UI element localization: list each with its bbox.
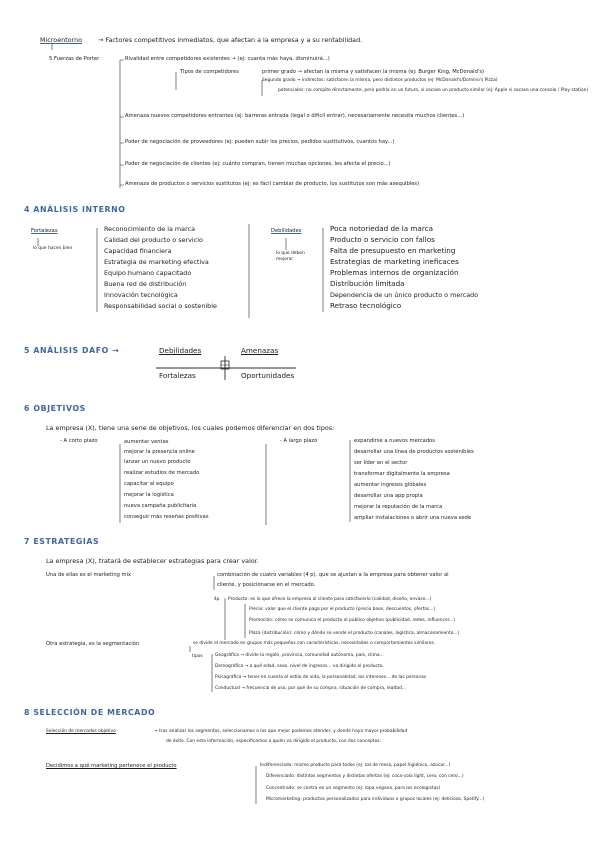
list-item: Poca notoriedad de la marca	[330, 224, 433, 233]
list-item: Problemas internos de organización	[330, 268, 459, 277]
competidor-segundo-grado: Segundo grado → indirectos: satisfacen la misma, pero distintos productos (ej: McDonald's/Domino's Pizza)	[262, 78, 498, 83]
mk-diferenciado: Diferenciado: distintos segmentos y distintas ofertas (ej: coca-cola light, cero, con cero...)	[266, 774, 464, 779]
seleccion-def-2: de éxito. Con esta información, especificamos a quién va dirigido el producto, con dos conceptos.	[166, 739, 381, 744]
microentorno-definition: → Factores competitivos inmediatos, que afectan a la empresa y a su rentabilidad.	[98, 36, 363, 44]
debilidades-note: lo que deben mejorar	[276, 251, 305, 262]
list-item: mejorar la presencia online	[124, 449, 195, 455]
fortalezas-note: lo que hacen bien	[33, 246, 73, 251]
p-precio: Precio: valor que el cliente paga por el producto (precio base, descuentos, ofertas...)	[249, 607, 436, 612]
seg-demografica: Demográfica → a qué edad, sexo, nivel de ingresos... va dirigido el producto.	[215, 664, 384, 669]
seg-psicografica: Psicográfica → tener en cuenta el estilo de vida, la personalidad, los intereses... de las personas	[215, 675, 427, 680]
seg-conductual: Conductual → frecuencia de uso, por qué de su compra, situación de compra, lealtad...	[215, 686, 407, 691]
list-item: aumentar ingresos globales	[354, 482, 427, 488]
segmentacion-def: se divide el mercado en grupos más pequeños con características, necesidades o comportamientos similares.	[193, 641, 436, 646]
porter-poder-proveedores: Poder de negociación de proveedores (ej: pueden subir los precios, pedidos sustitutivos, cuantos hay...)	[125, 139, 395, 145]
list-item: Producto o servicio con fallos	[330, 235, 435, 244]
seleccion-title: 8 SELECCIÓN DE MERCADO	[24, 708, 156, 717]
corto-plazo-label: - A corto plazo	[60, 438, 98, 444]
porter-poder-clientes: Poder de negociación de clientes (ej: cuánto compran, tienen muchas opciones, les afecta el precio...)	[125, 161, 391, 167]
dafo-oportunidades: Oportunidades	[241, 371, 295, 380]
objetivos-intro: La empresa (X), tiene una serie de objetivos, los cuales podemos diferenciar en dos tipos:	[46, 424, 335, 432]
porter-rivalidad: Rivalidad entre competidores existentes → (ej: cuanta más haya, disminuirá...)	[125, 56, 330, 62]
seleccion-label: Selección de mercados objetivo	[46, 729, 116, 734]
list-item: conseguir más reseñas positivas	[124, 514, 209, 520]
tipos-competidores-label: Tipos de competidores	[180, 69, 239, 75]
list-item: Calidad del producto o servicio	[104, 236, 203, 244]
porter-sustitutos: Amenaza de productos o servicios sustitutos (ej: es fácil cambiar de producto, los sustitutos son más asequibles)	[125, 181, 420, 187]
list-item: Estrategia de marketing efectiva	[104, 258, 209, 266]
competidor-potencial: potenciales: no compite directamente, pero podría en un futuro, si sacase un producto similar (ej: Apple si sacase una consola / Play station)	[278, 88, 589, 93]
list-item: Estrategias de marketing ineficaces	[330, 257, 459, 266]
mk-micromarketing: Micromarketing: productos personalizados para individuos o grupos locales (ej: deliciosa, Spotify...)	[266, 797, 485, 802]
list-item: desarrollar una línea de productos sostenibles	[354, 449, 474, 455]
decidimos-label: Decidimos a qué marketing pertenece el producto	[46, 763, 177, 769]
mk-concentrado: Concentrado: se centra en un segmento (ej: ropa vegana, para los ecologistas)	[266, 786, 441, 791]
list-item: realizar estudios de mercado	[124, 470, 200, 476]
marketing-mix-def-1: combinación de cuatro variables (4 p), que se ajustan a la empresa para obtener valor al	[217, 572, 449, 578]
p-plaza: Plaza (distribución): cómo y dónde se vende el producto (canales, logística, almacenamiento...)	[249, 631, 460, 636]
analisis-interno-title: 4 ANÁLISIS INTERNO	[24, 205, 126, 214]
dafo-debilidades: Debilidades	[159, 346, 202, 355]
objetivos-title: 6 OBJETIVOS	[24, 404, 86, 413]
mk-indiferenciado: Indiferenciado: mismo producto para todos (ej: sal de mesa, papel higiénico, azúcar...)	[260, 763, 451, 768]
list-item: ser líder en el sector	[354, 460, 408, 466]
competidor-primer-grado: primer grado → afectan la misma y satisfacen la misma (ej: Burger King, McDonald's)	[262, 69, 485, 75]
list-item: expandirse a nuevos mercados	[354, 438, 435, 444]
estrategias-intro: La empresa (X), tratará de establecer estrategias para crear valor.	[46, 557, 259, 565]
list-item: lanzar un nuevo producto	[124, 459, 191, 465]
list-item: Reconocimiento de la marca	[104, 225, 195, 233]
list-item: Retraso tecnológico	[330, 301, 402, 310]
list-item: Buena red de distribución	[104, 280, 187, 288]
porter-label: 5 Fuerzas de Porter	[49, 56, 100, 62]
marketing-mix-label: Una de ellas es el marketing mix	[46, 572, 132, 578]
seleccion-def-1: → tras analizar los segmentos, seleccionamos a los que mejor podemos atender, y donde haya mayor probabilidad	[154, 729, 408, 734]
list-item: nueva campaña publicitaria	[124, 503, 197, 509]
list-item: capacitar al equipo	[124, 481, 174, 487]
porter-amenaza-entrantes: Amenaza nuevos competidores entrantes (ej: barreras entrada (legal o difícil entrar), necesariamente necesita muchos clientes...)	[125, 113, 465, 119]
list-item: Equipo humano capacitado	[104, 269, 192, 277]
debilidades-label: Debilidades	[271, 228, 302, 234]
list-item: Responsabilidad social o sostenible	[104, 302, 217, 310]
list-item: desarrollar una app propia	[354, 493, 423, 499]
list-item: mejorar la reputación de la marca	[354, 504, 443, 510]
estrategias-title: 7 ESTRATEGIAS	[24, 537, 100, 546]
list-item: Falta de presupuesto en marketing	[330, 246, 456, 255]
microentorno-title: Microentorno	[40, 36, 83, 44]
list-item: Innovación tecnológica	[104, 291, 178, 299]
seg-geografica: Geográfica → divide la región, provincia, comunidad autónoma, país, clima...	[215, 653, 384, 658]
dafo-fortalezas: Fortalezas	[159, 371, 196, 380]
dafo-amenazas: Amenazas	[241, 346, 279, 355]
segmentacion-tipos-label: tipos	[192, 654, 203, 659]
list-item: aumentar ventas	[124, 439, 169, 445]
cuatro-p-label: 4p	[214, 597, 220, 602]
p-producto: Producto: es lo que ofrece la empresa al cliente para satisfacerlo (calidad, diseño, envase...)	[228, 597, 432, 602]
dafo-title: 5 ANÁLISIS DAFO →	[24, 346, 120, 355]
marketing-mix-def-2: cliente, y posicionarse en el mercado.	[217, 582, 316, 588]
list-item: Dependencia de un único producto o mercado	[330, 291, 479, 299]
list-item: ampliar instalaciones o abrir una nueva sede	[354, 515, 472, 521]
largo-plazo-label: - A largo plazo	[280, 438, 318, 444]
segmentacion-label: Otra estrategia, es la segmentación	[46, 641, 140, 647]
list-item: mejorar la logística	[124, 492, 174, 498]
p-promocion: Promoción: cómo se comunica el producto al público objetivo (publicidad, redes, influencer...)	[249, 618, 455, 623]
list-item: Capacidad financiera	[104, 247, 172, 255]
list-item: Distribución limitada	[330, 279, 405, 288]
fortalezas-label: Fortalezas	[31, 228, 58, 234]
list-item: transformar digitalmente la empresa	[354, 471, 450, 477]
